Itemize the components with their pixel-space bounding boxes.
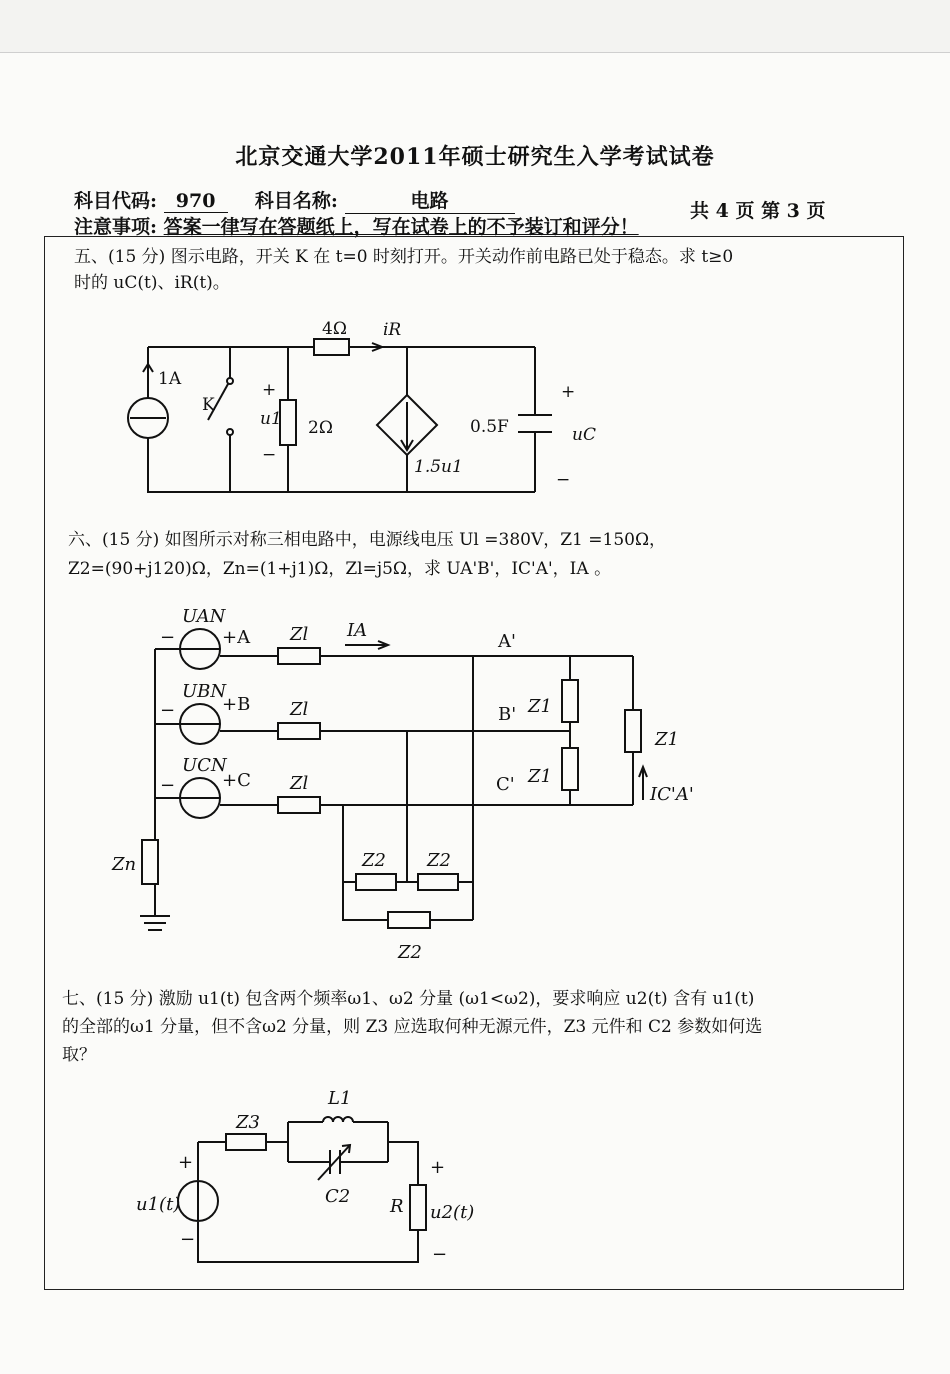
c3-l1-label: L1 — [328, 1088, 352, 1109]
resistor-4ohm-icon — [314, 339, 349, 355]
c2-ia-label: IA — [347, 620, 368, 641]
c2-minus-a: − — [160, 627, 176, 648]
circuit2 — [140, 629, 647, 930]
c3-u2-label: u2(t) — [430, 1202, 475, 1223]
q6-text-line2: Z2=(90+j120)Ω，Zn=(1+j1)Ω，Zl=j5Ω，求 UA'B'，IC'A'，IA 。 — [68, 559, 612, 579]
impedance-zl-c-icon — [278, 797, 320, 813]
c3-u1-label: u1(t) — [136, 1194, 181, 1215]
c1-uc-label: uC — [572, 425, 596, 445]
impedance-z1-ca-icon — [625, 710, 641, 752]
impedance-zl-a-icon — [278, 648, 320, 664]
impedance-z1-ab-icon — [562, 680, 578, 722]
c3-minus-u2: − — [432, 1244, 448, 1265]
c2-zl-c-label: Zl — [290, 773, 309, 794]
c1-plus-uc: + — [561, 382, 576, 402]
c2-z1-ab-label: Z1 — [528, 696, 552, 717]
inductor-l1-icon — [323, 1117, 353, 1122]
c1-u1-label: u1 — [260, 409, 282, 429]
q7-text-line3: 取？ — [62, 1045, 96, 1065]
c2-minus-b: − — [160, 700, 176, 721]
circuit3 — [178, 1117, 426, 1262]
c3-minus-u1: − — [180, 1229, 196, 1250]
c2-z2-bottom-label: Z2 — [398, 942, 422, 963]
c2-c-label: +C — [222, 770, 251, 791]
impedance-z2-right-icon — [418, 874, 458, 890]
c2-uan-label: UAN — [182, 606, 226, 627]
c1-minus-u1: − — [262, 445, 277, 465]
impedance-z2-left-icon — [356, 874, 396, 890]
name-value: 电路 — [345, 186, 515, 214]
resistor-r-icon — [410, 1185, 426, 1230]
c2-b-label: +B — [222, 694, 251, 715]
c1-switch-label: K — [202, 395, 215, 415]
q6-text-line1: 六、(15 分) 如图所示对称三相电路中，电源线电压 Ul =380V，Z1 =150Ω， — [68, 530, 667, 550]
q7-text-line2: 的全部的ω1 分量，但不含ω2 分量，则 Z3 应选取何种无源元件，Z3 元件和 C2 参数如何选 — [62, 1017, 763, 1037]
circuit1 — [128, 339, 552, 492]
impedance-zn-icon — [142, 840, 158, 884]
c1-r1-label: 2Ω — [308, 418, 333, 438]
impedance-z2-bottom-icon — [388, 912, 430, 928]
q7-text-line1: 七、(15 分) 激励 u1(t) 包含两个频率ω1、ω2 分量 (ω1<ω2)，要求响应 u2(t) 含有 u1(t) — [62, 989, 755, 1009]
name-label: 科目名称: — [254, 190, 338, 212]
c1-plus-u1: + — [262, 380, 277, 400]
c2-zl-b-label: Zl — [290, 699, 309, 720]
c2-z1-ca-label: Z1 — [655, 729, 679, 750]
c2-ica-label: IC'A' — [650, 784, 694, 805]
impedance-z1-bc-icon — [562, 748, 578, 790]
c2-bp-label: B' — [498, 704, 517, 725]
c1-source-label: 1A — [158, 369, 182, 389]
c3-plus-u1: + — [178, 1152, 194, 1173]
c2-cp-label: C' — [496, 774, 515, 795]
code-label: 科目代码: — [74, 190, 158, 212]
c1-ctrl-label: 1.5u1 — [414, 457, 463, 477]
c2-zn-label: Zn — [112, 854, 137, 875]
c1-r2-label: 4Ω — [322, 319, 347, 339]
page-title: 北京交通大学2011年硕士研究生入学考试试卷 — [235, 144, 715, 170]
impedance-zl-b-icon — [278, 723, 320, 739]
c3-plus-u2: + — [430, 1157, 446, 1178]
c2-ap-label: A' — [498, 631, 516, 652]
c1-ir-label: iR — [383, 320, 402, 340]
notice-text: 答案一律写在答题纸上，写在试卷上的不予装订和评分！ — [163, 216, 639, 238]
c2-ucn-label: UCN — [182, 755, 227, 776]
c3-r-label: R — [390, 1196, 404, 1217]
impedance-z3-icon — [226, 1134, 266, 1150]
c3-z3-label: Z3 — [236, 1112, 260, 1133]
c2-z1-bc-label: Z1 — [528, 766, 552, 787]
page-count: 共 4 页 第 3 页 — [690, 200, 826, 222]
q5-text-line1: 五、(15 分) 图示电路，开关 K 在 t=0 时刻打开。开关动作前电路已处于稳态。求 t≥0 — [74, 247, 734, 267]
c2-z2-right-label: Z2 — [427, 850, 451, 871]
c2-a-label: +A — [222, 627, 251, 648]
c2-z2-left-label: Z2 — [362, 850, 386, 871]
code-value: 970 — [164, 190, 228, 213]
c2-ubn-label: UBN — [182, 681, 227, 702]
c2-zl-a-label: Zl — [290, 624, 309, 645]
c1-minus-uc: − — [556, 470, 571, 490]
c1-cap-label: 0.5F — [470, 417, 509, 437]
c3-c2-label: C2 — [325, 1186, 351, 1207]
resistor-2ohm-icon — [280, 400, 296, 445]
q5-text-line2: 时的 uC(t)、iR(t)。 — [74, 273, 230, 293]
notice-label: 注意事项: — [74, 216, 158, 238]
c2-minus-c: − — [160, 775, 176, 796]
